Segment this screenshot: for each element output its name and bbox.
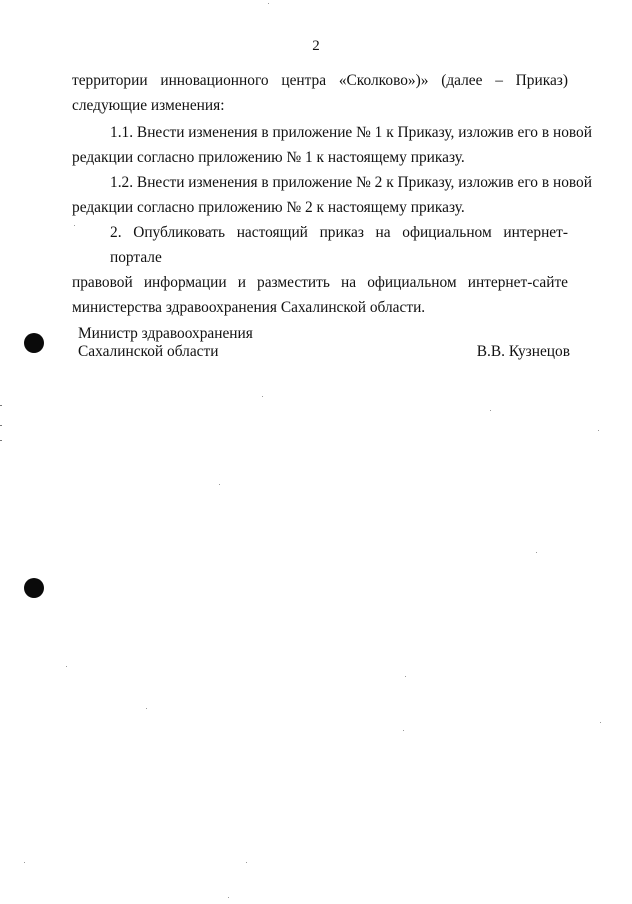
scan-speck (405, 676, 406, 677)
signatory-name: В.В. Кузнецов (476, 343, 570, 360)
paragraph-item-1-2 (72, 170, 592, 220)
scan-speck (219, 484, 220, 485)
scan-speck (66, 666, 67, 667)
scan-speck (246, 862, 247, 863)
scan-speck (598, 430, 599, 431)
scan-edge-mark (0, 440, 2, 441)
paragraph-item-1-1 (72, 120, 592, 170)
text-line: территории инновационного центра «Сколково»)» (далее – Приказ) (72, 72, 568, 89)
scan-speck (262, 396, 263, 397)
paragraph-intro (72, 68, 568, 118)
page-number: 2 (312, 38, 320, 54)
text-line: 1.1. Внести изменения в приложение № 1 к Приказу, изложив его в новой (110, 124, 592, 141)
scan-speck (228, 897, 229, 898)
scan-speck (403, 730, 404, 731)
scan-speck (24, 862, 25, 863)
punch-hole-bottom (24, 578, 44, 598)
scan-speck (490, 410, 491, 411)
scan-edge-mark (0, 425, 2, 426)
text-line: редакции согласно приложению № 1 к настоящему приказу. (72, 149, 465, 166)
text-line: 2. Опубликовать настоящий приказ на официальном интернет-портале (110, 224, 568, 266)
text-line: 1.2. Внести изменения в приложение № 2 к Приказу, изложив его в новой (110, 174, 592, 191)
signatory-title: Министр здравоохранения (78, 325, 253, 342)
punch-hole-top (24, 333, 44, 353)
scan-speck (74, 225, 75, 226)
paragraph-item-2 (72, 220, 568, 320)
scan-speck (536, 552, 537, 553)
text-line: правовой информации и разместить на официальном интернет-сайте (72, 274, 568, 291)
scan-speck (268, 3, 269, 4)
scan-edge-mark (0, 405, 2, 406)
signature-block (78, 325, 570, 361)
scan-speck (600, 722, 601, 723)
text-line: редакции согласно приложению № 2 к настоящему приказу. (72, 199, 465, 216)
scan-speck (146, 708, 147, 709)
signatory-region: Сахалинской области (78, 343, 219, 360)
text-line: следующие изменения: (72, 97, 225, 114)
text-line: министерства здравоохранения Сахалинской области. (72, 299, 426, 316)
